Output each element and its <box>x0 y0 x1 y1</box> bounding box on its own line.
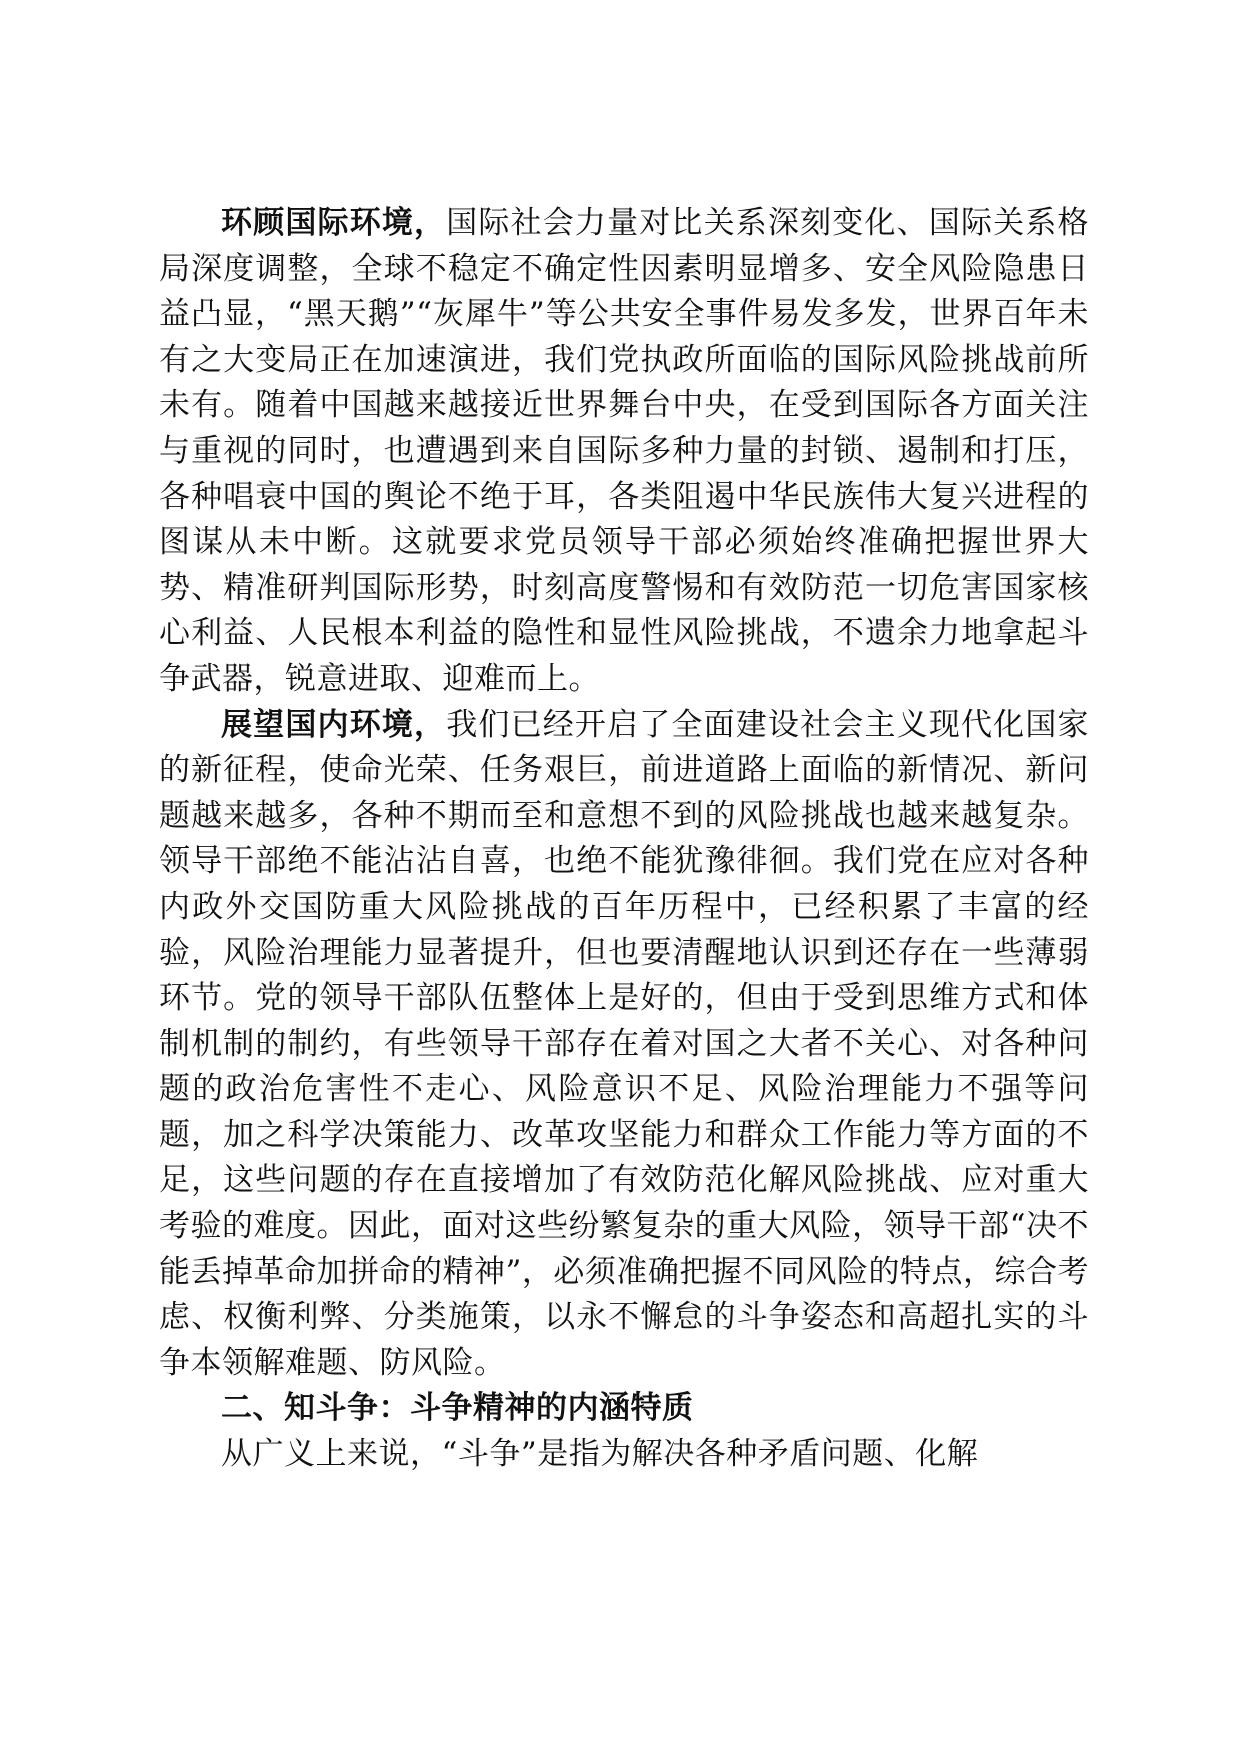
paragraph-domestic-environment <box>159 703 1089 1387</box>
document-page <box>159 201 1089 1478</box>
paragraph-body: 我们已经开启了全面建设社会主义现代化国家的新征程，使命光荣、任务艰巨，前进道路上面临的新情况、新问题越来越多，各种不期而至和意想不到的风险挑战也越来越复杂。领导干部绝不能沾沾自喜，也绝不能犹豫徘徊。我们党在应对各种内政外交国防重大风险挑战的百年历程中，已经积累了丰富的经验，风险治理能力显著提升，但也要清醒地认识到还存在一些薄弱环节。党的领导干部队伍整体上是好的，但由于受到思维方式和体制机制的制约，有些领导干部存在着对国之大者不关心、对各种问题的政治危害性不走心、风险意识不足、风险治理能力不强等问题，加之科学决策能力、改革攻坚能力和群众工作能力等方面的不足，这些问题的存在直接增加了有效防范化解风险挑战、应对重大考验的难度。因此，面对这些纷繁复杂的重大风险，领导干部“决不能丢掉革命加拼命的精神”，必须准确把握不同风险的特点，综合考虑、权衡利弊、分类施策，以永不懈怠的斗争姿态和高超扎实的斗争本领解难题、防风险。 <box>159 706 1090 1381</box>
paragraph-lead: 展望国内环境， <box>221 706 447 743</box>
section-heading: 二、知斗争：斗争精神的内涵特质 <box>221 1390 694 1427</box>
paragraph-definition-of-struggle: 从广义上来说，“斗争”是指为解决各种矛盾问题、化解 <box>221 1436 979 1473</box>
paragraph-body: 国际社会力量对比关系深刻变化、国际关系格局深度调整，全球不稳定不确定性因素明显增多、安全风险隐患日益凸显，“黑天鹅”“灰犀牛”等公共安全事件易发多发，世界百年未有之大变局正在加速演进，我们党执政所面临的国际风险挑战前所未有。随着中国越来越接近世界舞台中央，在受到国际各方面关注与重视的同时，也遭遇到来自国际多种力量的封锁、遏制和打压，各种唱衰中国的舆论不绝于耳，各类阻遏中华民族伟大复兴进程的图谋从未中断。这就要求党员领导干部必须始终准确把握世界大势、精准研判国际形势，时刻高度警惕和有效防范一切危害国家核心利益、人民根本利益的隐性和显性风险挑战，不遗余力地拿起斗争武器，锐意进取、迎难而上。 <box>159 205 1090 697</box>
paragraph-international-environment <box>159 201 1089 703</box>
paragraph-lead: 环顾国际环境， <box>221 205 447 241</box>
